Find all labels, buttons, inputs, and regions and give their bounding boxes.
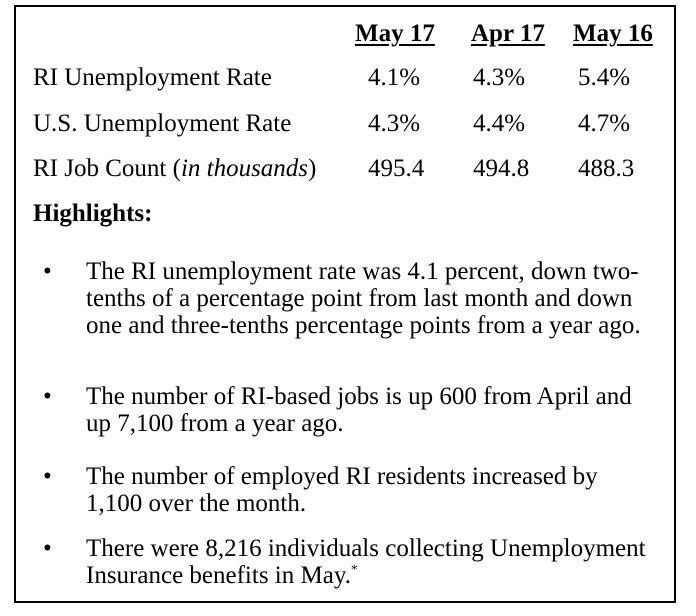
cell-ri-job-count-may17: 495.4 — [368, 155, 425, 182]
column-header-apr17: Apr 17 — [471, 20, 545, 47]
row-label-text: U.S. Unemployment Rate — [33, 110, 292, 137]
footnote-marker: * — [350, 561, 358, 577]
cell-ri-unemployment-may17: 4.1% — [368, 64, 421, 91]
cell-us-unemployment-apr17: 4.4% — [473, 110, 526, 137]
bullet-icon: • — [43, 463, 52, 490]
row-label-ri-job-count — [33, 155, 316, 183]
bullet-icon: • — [43, 383, 52, 410]
cell-us-unemployment-may16: 4.7% — [578, 110, 631, 137]
row-label-text: RI Unemployment Rate — [33, 64, 272, 91]
column-header-may16: May 16 — [573, 20, 653, 47]
highlight-item — [86, 535, 658, 589]
highlight-text: The number of employed RI residents increased by 1,100 over the month. — [86, 463, 598, 517]
bullet-icon: • — [43, 535, 52, 562]
highlight-text: There were 8,216 individuals collecting Unemployment Insurance benefits in May. — [86, 535, 646, 589]
cell-ri-job-count-apr17: 494.8 — [473, 155, 530, 182]
highlights-heading: Highlights: — [33, 200, 153, 227]
highlight-item — [86, 463, 658, 517]
row-label-us-unemployment — [33, 110, 291, 138]
row-label-suffix: ) — [308, 155, 317, 182]
highlight-item — [86, 258, 658, 339]
highlight-item — [86, 383, 658, 437]
cell-ri-unemployment-apr17: 4.3% — [473, 64, 526, 91]
cell-ri-job-count-may16: 488.3 — [578, 155, 635, 182]
cell-ri-unemployment-may16: 5.4% — [578, 64, 631, 91]
cell-us-unemployment-may17: 4.3% — [368, 110, 421, 137]
row-label-ri-unemployment — [33, 64, 272, 92]
column-header-may17: May 17 — [355, 20, 435, 47]
highlight-text: The number of RI-based jobs is up 600 from April and up 7,100 from a year ago. — [86, 383, 632, 437]
row-label-text: RI Job Count ( — [33, 155, 181, 182]
row-label-italic: in thousands — [180, 155, 309, 182]
bullet-icon: • — [43, 258, 52, 285]
highlight-text: The RI unemployment rate was 4.1 percent, down two-tenths of a percentage point from last month and down one and three-tenths percentage points from a year ago. — [86, 258, 641, 339]
